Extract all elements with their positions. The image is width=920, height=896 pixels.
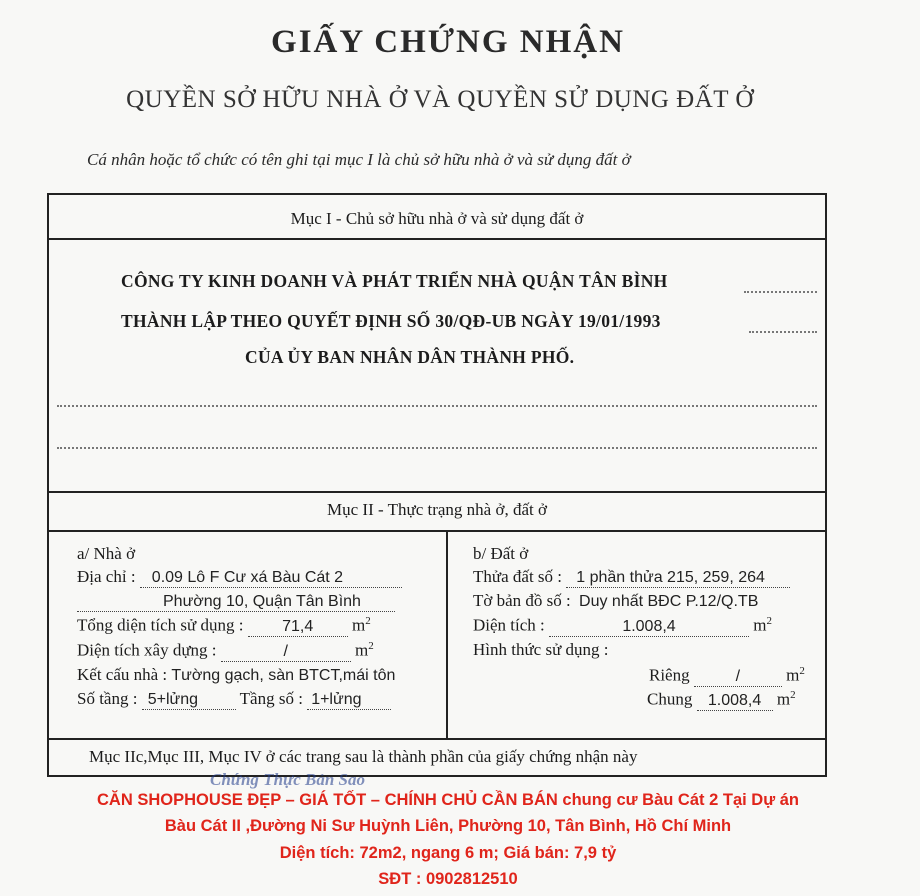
unit: m xyxy=(786,665,800,685)
unit-exp: 2 xyxy=(766,615,772,627)
total-area-row xyxy=(77,615,371,637)
owner-line-2: THÀNH LẬP THEO QUYẾT ĐỊNH SỐ 30/QĐ-UB NGÀY 19/01/1993 xyxy=(121,311,661,331)
divider xyxy=(49,238,825,240)
total-area-value: 71,4 xyxy=(248,618,348,637)
floors-label: Số tầng : xyxy=(77,689,138,708)
structure-value: Tường gạch, sàn BTCT,mái tôn xyxy=(171,667,396,684)
land-area-label: Diện tích : xyxy=(473,615,545,635)
house-address-row-2 xyxy=(77,591,395,612)
map-value: Duy nhất BĐC P.12/Q.TB xyxy=(579,593,759,610)
unit-exp: 2 xyxy=(365,615,371,627)
plot-value: 1 phần thửa 215, 259, 264 xyxy=(566,569,790,588)
ad-phone: SĐT : 0902812510 xyxy=(378,870,518,888)
footer-note: Mục IIc,Mục III, Mục IV ở các trang sau là thành phần của giấy chứng nhận này xyxy=(89,747,638,766)
floors-row xyxy=(77,689,391,710)
private-label: Riêng xyxy=(649,665,690,685)
unit-exp: 2 xyxy=(799,665,805,677)
shared-value: 1.008,4 xyxy=(697,692,773,711)
intro-text: Cá nhân hoặc tổ chức có tên ghi tại mục I là chủ sở hữu nhà ở và sử dụng đất ở xyxy=(87,150,631,169)
unit: m xyxy=(355,640,369,660)
dotted-fill xyxy=(57,447,817,449)
map-label: Tờ bản đồ số : xyxy=(473,591,571,610)
address-label: Địa chỉ : xyxy=(77,567,136,586)
build-area-value: / xyxy=(221,643,351,662)
divider xyxy=(49,530,825,532)
build-area-row xyxy=(77,640,374,662)
dotted-fill xyxy=(744,291,817,293)
shared-usage-row xyxy=(647,689,796,711)
land-area-row xyxy=(473,615,772,637)
certificate-table xyxy=(47,193,827,777)
owner-line-1: CÔNG TY KINH DOANH VÀ PHÁT TRIỂN NHÀ QUẬN TÂN BÌNH xyxy=(121,271,668,291)
usage-label: Hình thức sử dụng : xyxy=(473,640,609,659)
total-area-label: Tổng diện tích sử dụng : xyxy=(77,615,244,635)
section1-heading: Mục I - Chủ sở hữu nhà ở và sử dụng đất ở xyxy=(290,209,584,228)
land-heading: b/ Đất ở xyxy=(473,544,529,563)
build-area-label: Diện tích xây dựng : xyxy=(77,640,217,660)
unit: m xyxy=(753,615,767,635)
unit-exp: 2 xyxy=(790,689,796,701)
section2-heading: Mục II - Thực trạng nhà ở, đất ở xyxy=(327,500,547,519)
land-area-value: 1.008,4 xyxy=(549,618,749,637)
dotted-fill xyxy=(749,331,817,333)
shared-label: Chung xyxy=(647,689,693,709)
structure-label: Kết cấu nhà : xyxy=(77,665,168,684)
plot-label: Thửa đất số : xyxy=(473,567,563,586)
private-value: / xyxy=(694,668,782,687)
document-title: GIẤY CHỨNG NHẬN xyxy=(271,24,625,60)
certified-copy-stamp: Chứng Thực Bản Sao xyxy=(210,770,366,789)
private-usage-row xyxy=(649,665,805,687)
floors-count-value: 1+lửng xyxy=(307,691,391,710)
owner-line-3: CỦA ỦY BAN NHÂN DÂN THÀNH PHỐ. xyxy=(245,347,575,367)
unit: m xyxy=(776,689,791,709)
ad-line-3: Diện tích: 72m2, ngang 6 m; Giá bán: 7,9 tỷ xyxy=(279,844,617,862)
address-value: 0.09 Lô F Cư xá Bàu Cát 2 xyxy=(140,569,402,588)
plot-row xyxy=(473,567,790,588)
ad-line-1: CĂN SHOPHOUSE ĐẸP – GIÁ TỐT – CHÍNH CHỦ CẦN BÁN chung cư Bàu Cát 2 Tại Dự án xyxy=(96,791,799,809)
floors-count-label: Tầng số : xyxy=(239,689,303,708)
unit: m xyxy=(351,615,366,635)
unit-exp: 2 xyxy=(368,640,374,652)
dotted-fill xyxy=(57,405,817,407)
divider xyxy=(49,491,825,493)
house-heading: a/ Nhà ở xyxy=(77,544,136,563)
structure-row xyxy=(77,665,395,685)
divider xyxy=(49,738,825,740)
ad-line-2: Bàu Cát II ,Đường Ni Sư Huỳnh Liên, Phường 10, Tân Bình, Hồ Chí Minh xyxy=(164,817,732,835)
address-value-2: Phường 10, Quận Tân Bình xyxy=(77,593,395,612)
map-row xyxy=(473,591,758,611)
document-subtitle: QUYỀN SỞ HỮU NHÀ Ở VÀ QUYỀN SỬ DỤNG ĐẤT Ở xyxy=(126,86,754,113)
column-divider xyxy=(446,530,448,738)
house-address-row xyxy=(77,567,402,588)
floors-value: 5+lửng xyxy=(142,691,236,710)
